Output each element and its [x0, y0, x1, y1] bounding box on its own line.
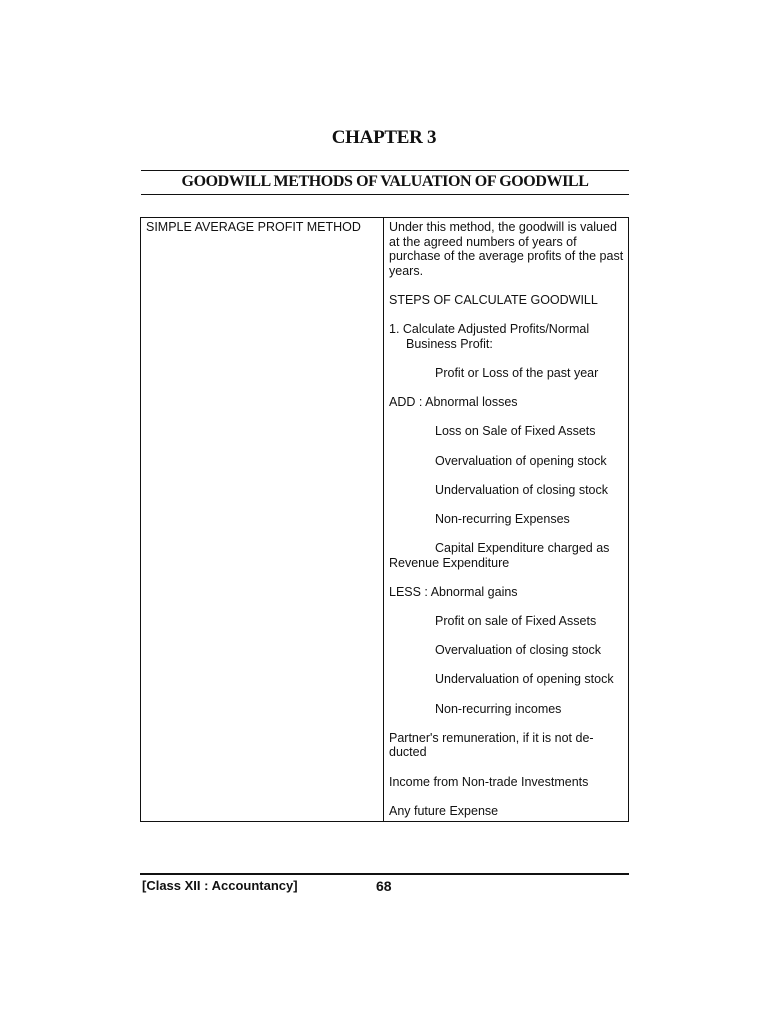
method-description-cell: [384, 218, 628, 821]
add-item: Undervaluation of closing stock: [435, 482, 609, 497]
less-item: Undervaluation of opening stock: [435, 672, 614, 687]
chapter-title: CHAPTER 3: [331, 127, 437, 148]
less-item: Non-recurring incomes: [435, 701, 562, 716]
capex-item: [389, 541, 624, 570]
step-1-line-2: Business Profit:: [406, 336, 493, 351]
non-trade-income: Income from Non-trade Investments: [389, 774, 589, 789]
method-name-cell: [141, 218, 384, 821]
add-heading: ADD : Abnormal losses: [389, 395, 518, 410]
partner-line-2: ducted: [389, 745, 427, 760]
add-item: Overvaluation of opening stock: [435, 453, 607, 468]
section-title: GOODWILL METHODS OF VALUATION OF GOODWILL: [181, 173, 589, 190]
less-item: Overvaluation of closing stock: [435, 643, 602, 658]
footer-rule: [140, 873, 629, 875]
method-name: SIMPLE AVERAGE PROFIT METHOD: [146, 220, 361, 234]
heading-top-rule: [141, 170, 629, 171]
step-1: [389, 322, 624, 351]
method-intro: Under this method, the goodwill is valued at the agreed numbers of years of purchase of the average profits of the past years.: [389, 220, 624, 278]
method-table: [140, 217, 629, 822]
footer-class-label: [Class XII : Accountancy]: [142, 878, 298, 893]
capex-line-1: Capital Expenditure charged as: [435, 541, 610, 556]
less-item: Profit on sale of Fixed Assets: [435, 614, 597, 629]
add-item: Non-recurring Expenses: [435, 511, 570, 526]
future-expense: Any future Expense: [389, 803, 499, 818]
partner-remuneration: [389, 731, 624, 760]
page-number: 68: [376, 878, 392, 894]
profit-or-loss-line: Profit or Loss of the past year: [435, 365, 599, 380]
partner-line-1: Partner's remuneration, if it is not de-: [389, 730, 594, 745]
step-1-line-1: 1. Calculate Adjusted Profits/Normal: [389, 322, 590, 337]
capex-line-2: Revenue Expenditure: [389, 555, 510, 570]
heading-bottom-rule: [141, 194, 629, 195]
less-heading: LESS : Abnormal gains: [389, 584, 518, 599]
add-item: Loss on Sale of Fixed Assets: [435, 424, 596, 439]
steps-heading: STEPS OF CALCULATE GOODWILL: [389, 292, 598, 307]
